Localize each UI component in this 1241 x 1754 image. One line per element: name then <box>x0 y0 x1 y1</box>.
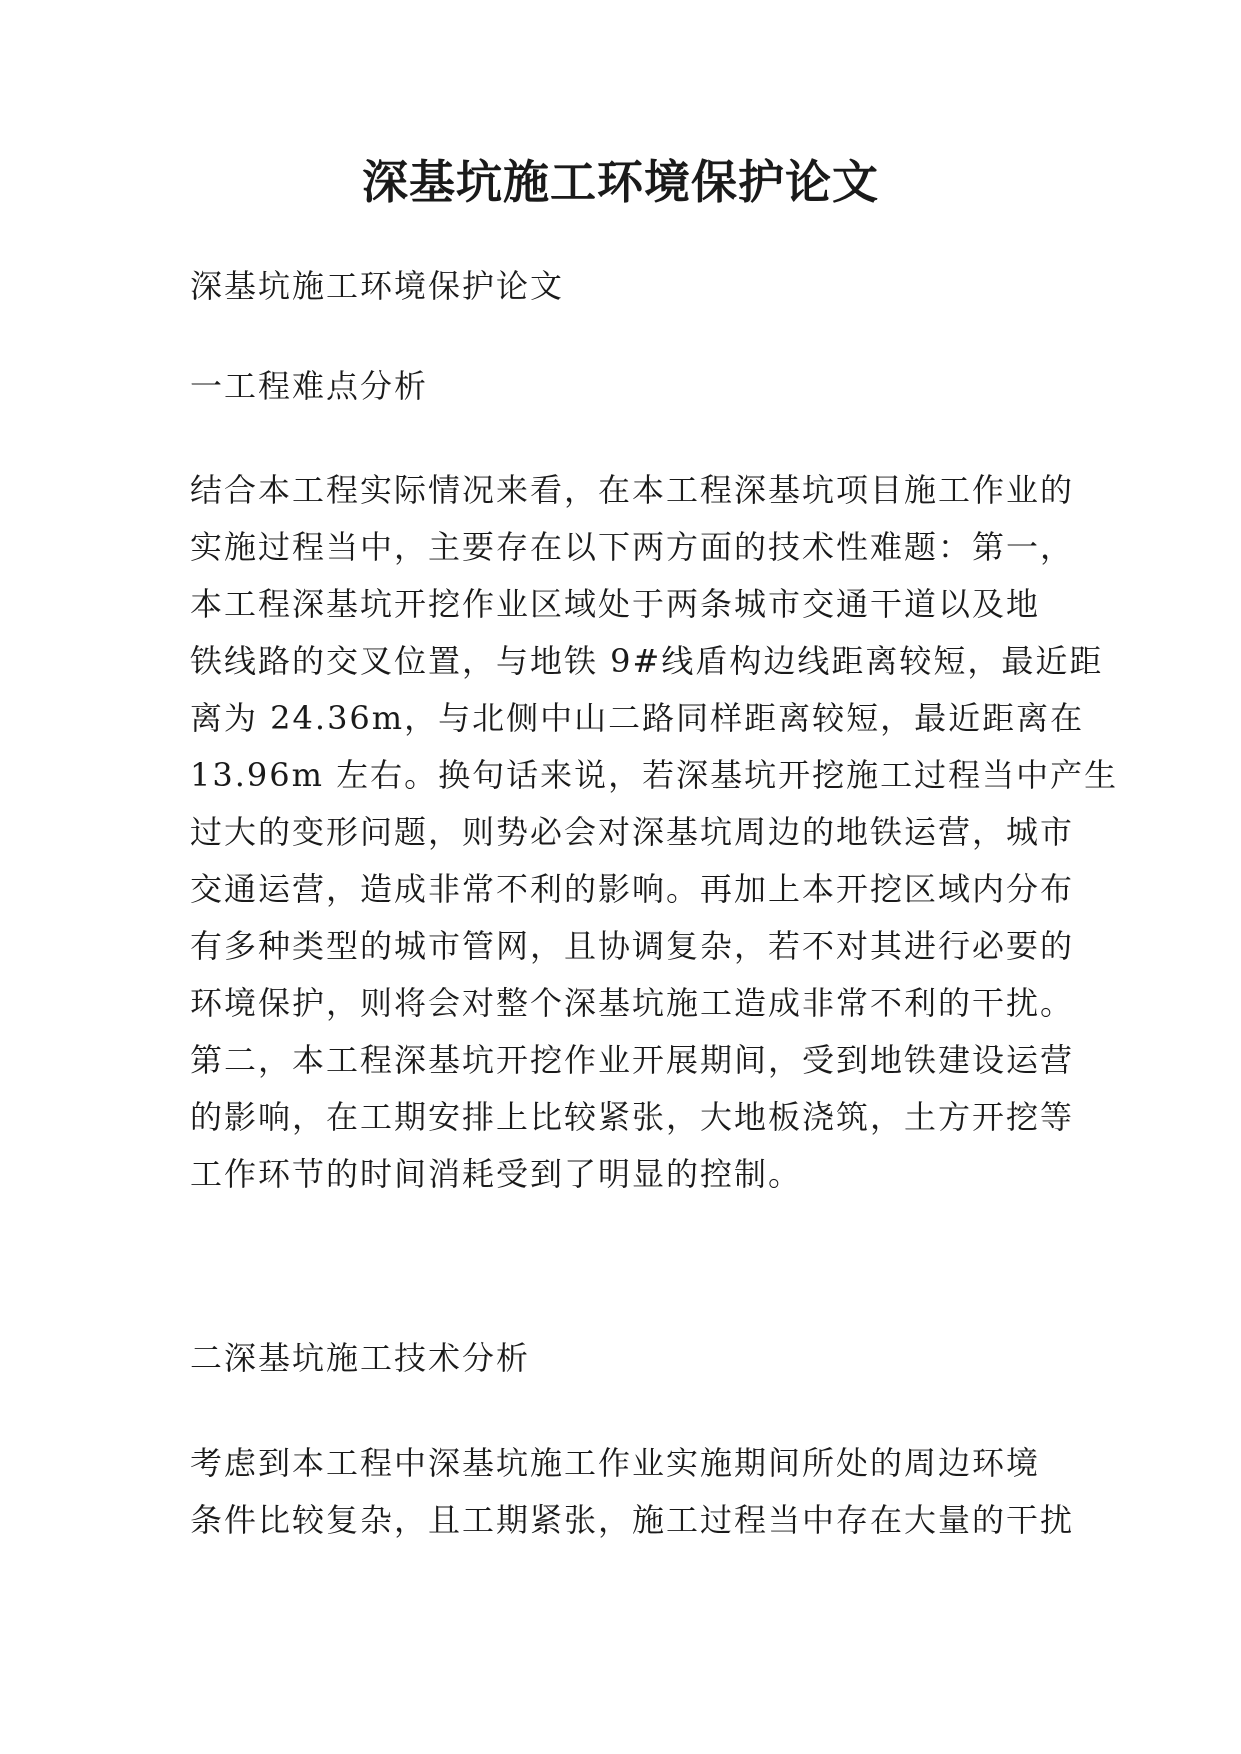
section1-paragraph <box>190 462 1119 1203</box>
paragraph-line: 环境保护，则将会对整个深基坑施工造成非常不利的干扰。 <box>190 984 1075 1022</box>
paragraph-line: 结合本工程实际情况来看，在本工程深基坑项目施工作业的 <box>190 471 1075 509</box>
paragraph-line: 第二，本工程深基坑开挖作业开展期间，受到地铁建设运营 <box>190 1041 1075 1079</box>
document-subtitle: 深基坑施工环境保护论文 <box>190 267 565 305</box>
paragraph-line: 本工程深基坑开挖作业区域处于两条城市交通干道以及地 <box>190 585 1041 623</box>
paragraph-line: 13.96m 左右。换句话来说，若深基坑开挖施工过程当中产生 <box>190 756 1119 794</box>
paragraph-line: 有多种类型的城市管网，且协调复杂，若不对其进行必要的 <box>190 927 1075 965</box>
paragraph-line: 条件比较复杂，且工期紧张，施工过程当中存在大量的干扰 <box>190 1501 1075 1539</box>
section2-heading: 二深基坑施工技术分析 <box>190 1339 531 1377</box>
document-title: 深基坑施工环境保护论文 <box>362 155 879 209</box>
paragraph-line: 考虑到本工程中深基坑施工作业实施期间所处的周边环境 <box>190 1444 1041 1482</box>
paragraph-line: 的影响，在工期安排上比较紧张，大地板浇筑，土方开挖等 <box>190 1098 1075 1136</box>
paragraph-line: 工作环节的时间消耗受到了明显的控制。 <box>190 1155 803 1193</box>
paragraph-line: 交通运营，造成非常不利的影响。再加上本开挖区域内分布 <box>190 870 1075 908</box>
section2-paragraph <box>190 1435 1075 1549</box>
paragraph-line: 实施过程当中，主要存在以下两方面的技术性难题：第一， <box>190 528 1075 566</box>
paragraph-line: 离为 24.36m，与北侧中山二路同样距离较短，最近距离在 <box>190 699 1085 737</box>
paragraph-line: 铁线路的交叉位置，与地铁 9#线盾构边线距离较短，最近距 <box>190 642 1104 680</box>
paragraph-line: 过大的变形问题，则势必会对深基坑周边的地铁运营，城市 <box>190 813 1075 851</box>
section1-heading: 一工程难点分析 <box>190 367 429 405</box>
